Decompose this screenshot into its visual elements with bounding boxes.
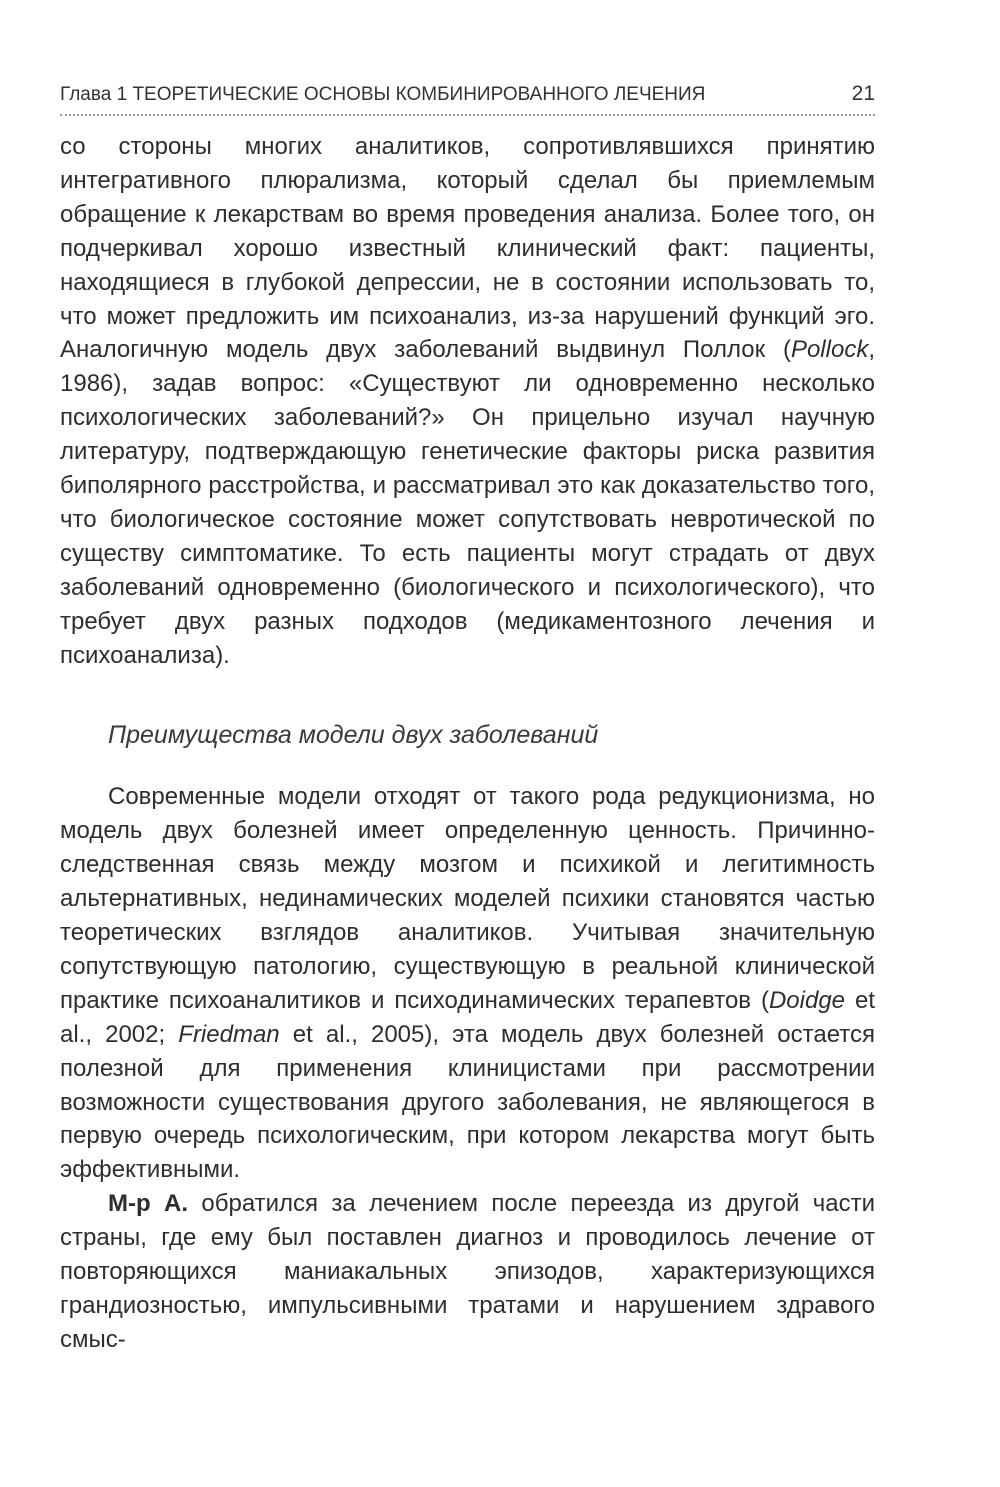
para2-text-2: et al., 2002; <box>60 986 875 1048</box>
paragraph-3-case <box>60 1187 875 1357</box>
citation-doidge: Doidge <box>768 986 846 1014</box>
page-number: 21 <box>851 82 875 105</box>
citation-friedman: Friedman <box>178 1020 280 1048</box>
paragraph-1 <box>60 130 875 673</box>
para3-text-1: обратился за лечением после переезда из другой части страны, где ему был поставлен диагноз и проводилось лечение от повторяющихся маниакальных эпизодов, характеризующихся грандиозностью, импульсивными тратами и нарушением здравого смыс- <box>60 1190 876 1353</box>
body-text <box>60 130 875 1357</box>
para1-text-1: со стороны многих аналитиков, сопротивлявшихся принятию интегративного плюрализма, который сделал бы приемлемым обращение к лекарствам во время проведения анализа. Более того, он подчеркивал хорошо известный клинический факт: пациенты, находящиеся в глубокой депрессии, не в состоянии использовать то, что может предложить им психоанализ, из-за нарушений функций эго. Аналогичную модель двух заболеваний выдвинул Поллок ( <box>60 133 875 364</box>
chapter-title: Глава 1 ТЕОРЕТИЧЕСКИЕ ОСНОВЫ КОМБИНИРОВАННОГО ЛЕЧЕНИЯ <box>60 84 706 105</box>
running-header <box>60 70 875 106</box>
section-heading: Преимущества модели двух заболеваний <box>108 720 599 749</box>
para2-text-1: Современные модели отходят от такого рода редукционизма, но модель двух болезней имеет определенную ценность. Причинно-следственная связь между мозгом и психикой и легитимность альтернативных, нединамических моделей психики становятся частью теоретических взглядов аналитиков. Учитывая значительную сопутствующую патологию, существующую в реальной клинической практике психоаналитиков и психодинамических терапевтов ( <box>60 783 875 1014</box>
citation-pollock: Pollock <box>790 336 869 364</box>
para2-text-3: et al., 2005), эта модель двух болезней остается полезной для применения клиницистами при рассмотрении возможности существования другого заболевания, не являющегося в первую очередь психологическим, при котором лекарства могут быть эффективными. <box>60 1020 875 1184</box>
book-page <box>60 70 875 1357</box>
paragraph-2 <box>60 780 875 1187</box>
header-divider <box>60 114 875 116</box>
case-patient-name: М-р А. <box>108 1190 189 1218</box>
para1-text-2: , 1986), задав вопрос: «Существуют ли одновременно несколько психологических заболеваний?» Он прицельно изучал научную литературу, подтверждающую генетические факторы риска развития биполярного расстройства, и рассматривал это как доказательство того, что биологическое состояние может сопутствовать невротической по существу симптоматике. То есть пациенты могут страдать от двух заболеваний одновременно (биологического и психологического), что требует двух разных подходов (медикаментозного лечения и психоанализа). <box>60 336 875 669</box>
